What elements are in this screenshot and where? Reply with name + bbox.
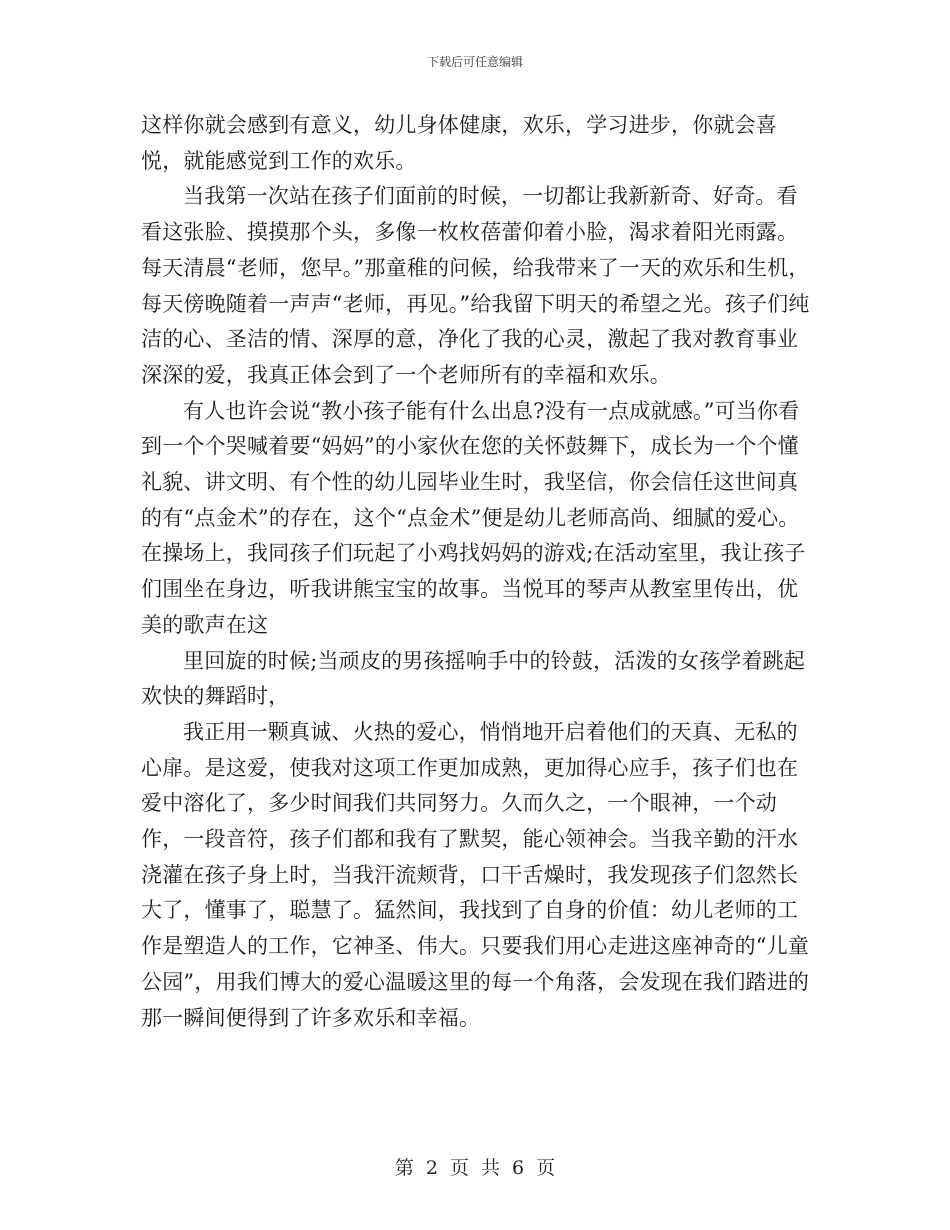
paragraph-value: 我正用一颗真诚、火热的爱心，悄悄地开启着他们的天真、无私的心扉。是这爱，使我对这项工作更加成熟，更加得心应手，孩子们也在爱中溶化了，多少时间我们共同努力。久而久之，一个眼神，一个动作，一段音符，孩子们都和我有了默契，能心领神会。当我辛勤的汗水浇灌在孩子身上时，当我汗流颊背，口干舌燥时，我发现孩子们忽然长大了，懂事了，聪慧了。猛然间，我找到了自身的价值：幼儿老师的工作是塑造人的工作，它神圣、伟大。只要我们用心走进这座神奇的“儿童公园”，用我们博大的爱心温暖这里的每一个角落，会发现在我们踏进的那一瞬间便得到了许多欢乐和幸福。 xyxy=(141,719,810,1030)
page-header-note: 下载后可任意编辑 xyxy=(426,55,523,69)
paragraph-first-day: 当我第一次站在孩子们面前的时候，一切都让我新新奇、好奇。看看这张脸、摸摸那个头，多像一枚枚蓓蕾仰着小脸，渴求着阳光雨露。每天清晨“老师，您早。”那童稚的问候，给我带来了一天的欢乐和生机，每天傍晚随着一声声“老师，再见。”给我留下明天的希望之光。孩子们纯洁的心、圣洁的情、深厚的意，净化了我的心灵，激起了我对教育事业深深的爱，我真正体会到了一个老师所有的幸福和欢乐。 xyxy=(141,184,810,387)
paragraph-golden-touch: 有人也许会说“教小孩子能有什么出息?没有一点成就感。”可当你看到一个个哭喊着要“妈妈”的小家伙在您的关怀鼓舞下，成长为一个个懂礼貌、讲文明、有个性的幼儿园毕业生时，我坚信，你会信任这世间真的有“点金术”的存在，这个“点金术”便是幼儿老师高尚、细腻的爱心。在操场上，我同孩子们玩起了小鸡找妈妈的游戏;在活动室里，我让孩子们围坐在身边，听我讲熊宝宝的故事。当悦耳的琴声从教室里传出，优美的歌声在这 xyxy=(141,398,806,637)
paragraph-dance: 里回旋的时候;当顽皮的男孩摇响手中的铃鼓，活泼的女孩学着跳起欢快的舞蹈时， xyxy=(141,648,806,709)
page-number-footer: 第 2 页 共 6 页 xyxy=(394,1157,556,1179)
document-body xyxy=(141,108,813,1036)
paragraph-continuation: 这样你就会感到有意义，幼儿身体健康，欢乐，学习进步，你就会喜悦，就能感觉到工作的欢乐。 xyxy=(141,113,777,173)
